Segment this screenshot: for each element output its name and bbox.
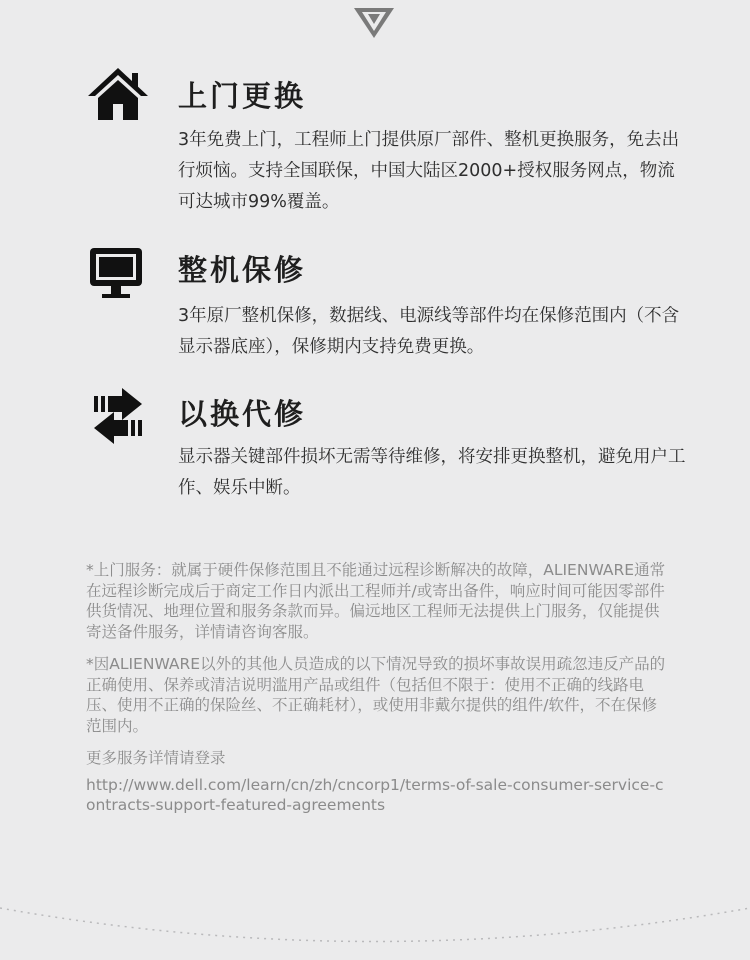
note-more-label: 更多服务详情请登录: [86, 749, 226, 767]
section-replace-instead-of-repair: [86, 384, 686, 514]
monitor-icon: [86, 244, 150, 308]
section-title: 以换代修: [178, 397, 307, 431]
section-title: 上门更换: [178, 79, 307, 113]
decorative-dotted-curve: [0, 900, 750, 960]
service-notes: [86, 560, 671, 816]
note-warranty-exclusions: *因ALIENWARE以外的其他人员造成的以下情况导致的损坏事故误用疏忽违反产品的正确使用、保养或清洁说明滥用产品或组件（包括但不限于：使用不正确的线路电压、使用不正确的保险丝、不正确耗材），或使用非戴尔提供的组件/软件，不在保修范围内。: [86, 655, 666, 735]
section-warranty: [86, 244, 686, 374]
exchange-arrows-icon: [86, 384, 150, 448]
note-onsite-service: *上门服务：就属于硬件保修范围且不能通过远程诊断解决的故障，ALIENWARE通常在远程诊断完成后于商定工作日内派出工程师并/或寄出备件，响应时间可能因零部件供货情况、地理位置和服务条款而异。偏远地区工程师无法提供上门服务，仅能提供寄送备件服务，详情请咨询客服。: [86, 561, 666, 641]
section-onsite-replacement: [86, 64, 686, 224]
house-icon: [86, 64, 150, 128]
section-body: 3年免费上门，工程师上门提供原厂部件、整机更换服务，免去出行烦恼。支持全国联保，中国大陆区2000+授权服务网点，物流可达城市99%覆盖。: [178, 130, 680, 212]
section-body: 3年原厂整机保修，数据线、电源线等部件均在保修范围内（不含显示器底座），保修期内支持免费更换。: [178, 306, 680, 357]
section-body: 显示器关键部件损坏无需等待维修，将安排更换整机，避免用户工作、娱乐中断。: [178, 447, 686, 498]
terms-link[interactable]: http://www.dell.com/learn/cn/zh/cncorp1/terms-of-sale-consumer-service-contracts-support-featured-agreements: [86, 775, 664, 814]
section-title: 整机保修: [178, 253, 307, 287]
alienware-v-logo-icon: [352, 6, 396, 40]
